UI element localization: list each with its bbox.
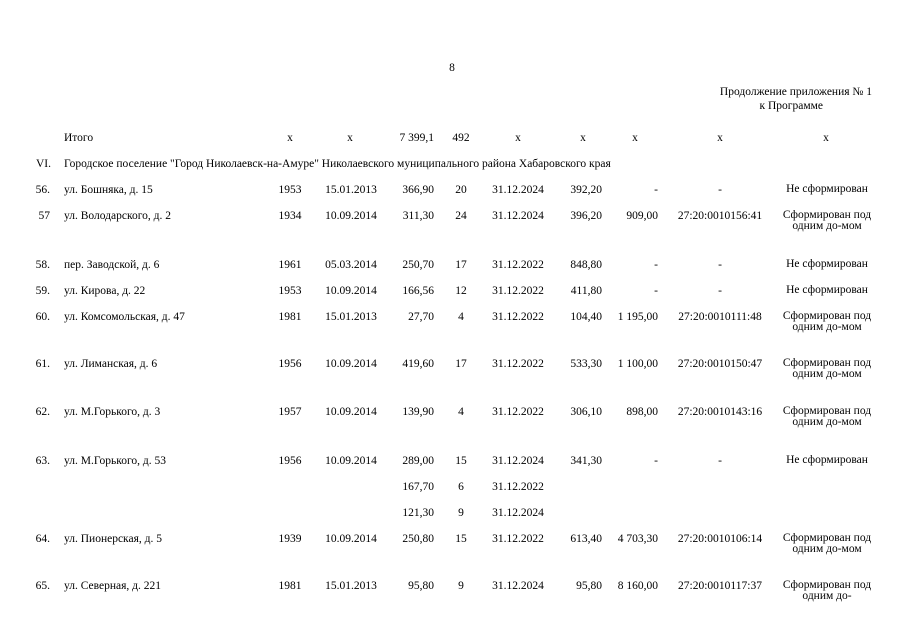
row-number: 60. <box>35 311 50 323</box>
row-status: Сформирован под одним до-мом <box>782 405 872 428</box>
row-address: ул. Комсомольская, д. 47 <box>64 311 185 323</box>
row-year: 1953 <box>278 184 302 196</box>
row-cost: 1 100,00 <box>617 358 658 370</box>
row-people: 15 <box>455 455 467 467</box>
row-year: 1961 <box>278 259 302 271</box>
row-date: 05.03.2014 <box>325 259 377 271</box>
row-number: 61. <box>35 358 50 370</box>
row-people: 9 <box>458 580 464 592</box>
row-address: ул. Кирова, д. 22 <box>64 285 146 297</box>
total-area: 7 399,1 <box>399 132 434 144</box>
row-cost: - <box>654 259 658 271</box>
row-number: 64. <box>35 533 50 545</box>
row-year: 1956 <box>278 358 302 370</box>
row-area: 167,70 <box>402 481 434 493</box>
row-cadastre: - <box>718 455 722 467</box>
row-area: 419,60 <box>402 358 434 370</box>
row-date: 10.09.2014 <box>325 210 377 222</box>
row-area: 250,70 <box>402 259 434 271</box>
row-area: 95,80 <box>408 580 434 592</box>
row-status: Сформирован под одним до-мом <box>782 532 872 555</box>
row-year: 1953 <box>278 285 302 297</box>
row-people: 9 <box>458 507 464 519</box>
total-cell: х <box>515 132 521 144</box>
row-area: 366,90 <box>402 184 434 196</box>
row-area: 311,30 <box>402 210 434 222</box>
section-title: Городское поселение "Город Николаевск-на-Амуре" Николаевского муниципального района Хабаровского края <box>64 158 611 170</box>
row-address: ул. Северная, д. 221 <box>64 580 162 592</box>
row-cost: 4 703,30 <box>617 533 658 545</box>
row-date: 10.09.2014 <box>325 358 377 370</box>
row-deadline: 31.12.2022 <box>492 358 544 370</box>
row-cadastre: - <box>718 285 722 297</box>
row-land-area: 396,20 <box>570 210 602 222</box>
row-cadastre: - <box>718 184 722 196</box>
row-cost: 898,00 <box>626 406 658 418</box>
row-deadline: 31.12.2022 <box>492 533 544 545</box>
row-number: 56. <box>35 184 50 196</box>
row-area: 289,00 <box>402 455 434 467</box>
row-land-area: 392,20 <box>570 184 602 196</box>
row-year: 1939 <box>278 533 302 545</box>
row-deadline: 31.12.2022 <box>492 311 544 323</box>
row-deadline: 31.12.2022 <box>492 406 544 418</box>
row-cadastre: 27:20:0010150:47 <box>677 358 763 370</box>
row-area: 121,30 <box>402 507 434 519</box>
row-status: Сформирован под одним до-мом <box>782 209 872 232</box>
row-cadastre: - <box>718 259 722 271</box>
row-status: Сформирован под одним до-мом <box>782 310 872 333</box>
row-land-area: 104,40 <box>570 311 602 323</box>
row-year: 1956 <box>278 455 302 467</box>
page-number: 8 <box>449 62 455 74</box>
row-year: 1981 <box>278 580 302 592</box>
row-people: 20 <box>455 184 467 196</box>
row-people: 6 <box>458 481 464 493</box>
row-cadastre: 27:20:0010156:41 <box>677 210 763 222</box>
total-cell: х <box>632 132 638 144</box>
row-number: 63. <box>35 455 50 467</box>
row-address: ул. Володарского, д. 2 <box>64 210 172 222</box>
row-people: 17 <box>455 259 467 271</box>
row-address: пер. Заводской, д. 6 <box>64 259 160 271</box>
row-number: 62. <box>35 406 50 418</box>
row-cost: 1 195,00 <box>617 311 658 323</box>
row-cost: - <box>654 455 658 467</box>
row-deadline: 31.12.2024 <box>492 184 544 196</box>
row-land-area: 411,80 <box>570 285 602 297</box>
row-land-area: 613,40 <box>570 533 602 545</box>
section-number: VI. <box>36 158 52 170</box>
row-deadline: 31.12.2024 <box>492 580 544 592</box>
row-people: 17 <box>455 358 467 370</box>
row-deadline: 31.12.2022 <box>492 259 544 271</box>
total-cell: х <box>823 132 829 144</box>
row-deadline: 31.12.2022 <box>492 285 544 297</box>
row-date: 15.01.2013 <box>325 311 377 323</box>
appendix-header-line1: Продолжение приложения № 1 <box>719 86 872 98</box>
row-address: ул. М.Горького, д. 53 <box>64 455 167 467</box>
total-cell: х <box>717 132 723 144</box>
row-date: 10.09.2014 <box>325 285 377 297</box>
row-year: 1934 <box>278 210 302 222</box>
row-date: 15.01.2013 <box>325 184 377 196</box>
appendix-header-line2: к Программе <box>759 100 823 112</box>
row-cost: - <box>654 285 658 297</box>
row-date: 10.09.2014 <box>325 455 377 467</box>
row-date: 15.01.2013 <box>325 580 377 592</box>
row-land-area: 848,80 <box>570 259 602 271</box>
total-cell: х <box>287 132 293 144</box>
row-deadline: 31.12.2024 <box>492 210 544 222</box>
row-status: Не сформирован <box>786 258 868 270</box>
row-cost: 909,00 <box>626 210 658 222</box>
row-deadline: 31.12.2024 <box>492 507 544 519</box>
row-address: ул. М.Горького, д. 3 <box>64 406 161 418</box>
row-number: 57 <box>38 210 50 222</box>
row-address: ул. Бошняка, д. 15 <box>64 184 153 196</box>
row-area: 250,80 <box>402 533 434 545</box>
row-deadline: 31.12.2024 <box>492 455 544 467</box>
row-land-area: 341,30 <box>570 455 602 467</box>
row-cadastre: 27:20:0010106:14 <box>677 533 763 545</box>
row-date: 10.09.2014 <box>325 533 377 545</box>
row-land-area: 533,30 <box>570 358 602 370</box>
row-status: Сформирован под одним до- <box>782 579 872 602</box>
row-area: 139,90 <box>402 406 434 418</box>
row-status: Не сформирован <box>786 454 868 466</box>
row-land-area: 306,10 <box>570 406 602 418</box>
row-deadline: 31.12.2022 <box>492 481 544 493</box>
row-date: 10.09.2014 <box>325 406 377 418</box>
row-cost: - <box>654 184 658 196</box>
row-cadastre: 27:20:0010143:16 <box>677 406 763 418</box>
row-cadastre: 27:20:0010111:48 <box>678 311 762 323</box>
row-cost: 8 160,00 <box>617 580 658 592</box>
row-status: Сформирован под одним до-мом <box>782 357 872 380</box>
row-status: Не сформирован <box>786 183 868 195</box>
row-number: 59. <box>35 285 50 297</box>
row-land-area: 95,80 <box>576 580 602 592</box>
row-status: Не сформирован <box>786 284 868 296</box>
row-people: 24 <box>455 210 467 222</box>
total-people: 492 <box>452 132 470 144</box>
row-people: 15 <box>455 533 467 545</box>
row-address: ул. Пионерская, д. 5 <box>64 533 162 545</box>
row-number: 58. <box>35 259 50 271</box>
total-cell: х <box>580 132 586 144</box>
row-area: 27,70 <box>408 311 434 323</box>
row-number: 65. <box>35 580 50 592</box>
row-people: 12 <box>455 285 467 297</box>
total-label: Итого <box>64 132 94 144</box>
row-people: 4 <box>458 406 464 418</box>
row-address: ул. Лиманская, д. 6 <box>64 358 158 370</box>
total-cell: х <box>347 132 353 144</box>
row-year: 1981 <box>278 311 302 323</box>
row-people: 4 <box>458 311 464 323</box>
row-year: 1957 <box>278 406 302 418</box>
row-cadastre: 27:20:0010117:37 <box>678 580 762 592</box>
row-area: 166,56 <box>402 285 434 297</box>
